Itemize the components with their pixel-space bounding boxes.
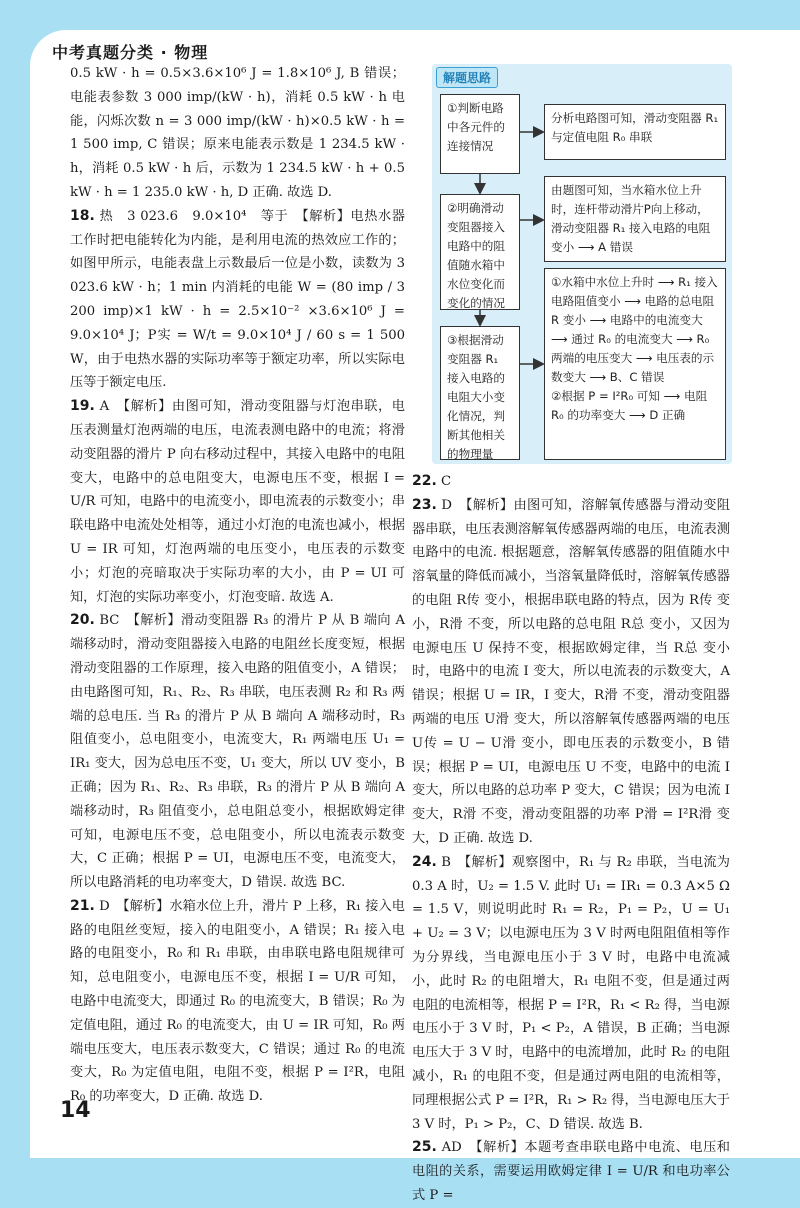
- answer-number: 19.: [70, 398, 95, 415]
- step-3-result-a: ①水箱中水位上升时 ⟶ R₁ 接入电路阻值变小 ⟶ 电路的总电阻 R 变小 ⟶ 电路中的电流变大 ⟶ 通过 R₀ 的电流变大 ⟶ R₀ 两端的电压变大 ⟶ 电压表的示数变大 ⟶ B、C 错误: [551, 275, 718, 384]
- answer-25: [412, 1136, 730, 1207]
- answer-23: [412, 494, 730, 851]
- answer-19: [70, 395, 405, 609]
- answer-number: 23.: [412, 496, 437, 513]
- answer-text: AD 【解析】本题考查串联电路中电流、电压和电阻的关系，需要运用欧姆定律 I = U/R 和电功率公式 P =: [412, 1140, 730, 1203]
- step-3-text: ③根据滑动变阻器 R₁ 接入电路的电阻大小变化情况，判断其他相关的物理量: [447, 333, 505, 461]
- answer-number: 22.: [412, 473, 437, 489]
- answer-18: [70, 205, 405, 395]
- answer-number: 21.: [70, 897, 95, 914]
- answer-22: [412, 470, 730, 494]
- answer-text: B 【解析】观察图中，R₁ 与 R₂ 串联，当电流为 0.3 A 时，U₂ = 1.5 V. 此时 U₁ = IR₁ = 0.3 A×5 Ω = 1.5 V，则说明此时 R₁ = R₂，P₁ = P₂，U = U₁ + U₂ = 3 V；以电源电压为 3 V 时两电阻阻值相等作为分界线，当电源电压小于 3 V 时，电路中电流减小，此时 R₂ 的电阻增大，R₁ 电阻不变，但是通过两电阻的电流相等，根据 P = I²R，R₁ < R₂ 得，当电源电压小于 3 V 时，P₁ < P₂，A 错误，B 正确；当电源电压大于 3 V 时，电路中的电流增加，此时 R₂ 的电阻减小，R₁ 的电阻不变，但是通过两电阻的电流相等，同理根据公式 P = I²R，R₁ > R₂ 得，当电源电压大于 3 V 时，P₁ > P₂，C、D 错误. 故选 B.: [412, 854, 730, 1132]
- left-column: [70, 62, 405, 1109]
- answer-number: 24.: [412, 853, 437, 870]
- right-column: [412, 470, 730, 1208]
- answer-text: A 【解析】由图可知，滑动变阻器与灯泡串联，电压表测量灯泡两端的电压，电流表测电路中的电流；将滑动变阻器的滑片 P 向右移动过程中，其接入电路中的电阻变大，电路中的总电阻变大，电源电压不变，根据 I = U/R 可知，电路中的电流变小，即电流表的示数变小；串联电路中电流处处相等，通过小灯泡的电流也减小，根据 U = IR 可知，灯泡两端的电压变小，电压表的示数变小；灯泡的亮暗取决于实际功率的大小，由 P = UI 可知，灯泡的实际功率变小，灯泡变暗. 故选 A.: [70, 399, 405, 605]
- answer-text: 热 3 023.6 9.0×10⁴ 等于 【解析】电热水器工作时把电能转化为内能，是利用电流的热效应工作的；如图甲所示，电能表盘上示数最后一位是小数，读数为 3 023.6 kW · h；1 min 内消耗的电能 W = (80 imp / 3 200 imp)×1 kW · h = 2.5×10⁻² ×3.6×10⁶ J = 9.0×10⁴ J；P实 = W/t = 9.0×10⁴ J / 60 s = 1 500 W，由于电热水器的实际功率等于额定功率，所以实际电压等于额定电压.: [70, 208, 405, 391]
- page-header: 中考真题分类 · 物理: [52, 43, 209, 62]
- answer-text: 0.5 kW · h = 0.5×3.6×10⁶ J = 1.8×10⁶ J, B 错误；电能表参数 3 000 imp/(kW · h)，消耗 0.5 kW · h 电能，闪烁次数 n = 3 000 imp/(kW · h)×0.5 kW · h = 1 500 imp, C 错误；原来电能表示数是 1 234.5 kW · h，消耗 0.5 kW · h 后，示数为 1 234.5 kW · h + 0.5 kW · h = 1 235.0 kW · h, D 正确. 故选 D.: [70, 66, 405, 200]
- solution-thinking-panel: [432, 64, 732, 464]
- answer-text: BC 【解析】滑动变阻器 R₃ 的滑片 P 从 B 端向 A 端移动时，滑动变阻器接入电路的电阻丝长度变短，根据滑动变阻器的工作原理，接入电路的阻值变小，A 错误；由电路图可知，R₁、R₂、R₃ 串联，电压表测 R₂ 和 R₃ 两端的总电压. 当 R₃ 的滑片 P 从 B 端向 A 端移动时，R₃ 阻值变小，总电阻变小，电流变大，R₁ 两端电压 U₁ = IR₁ 变大，因为总电压不变，U₁ 变大，所以 UV 变小，B 正确；因为 R₁、R₂、R₃ 串联，R₃ 的滑片 P 从 B 端向 A 端移动时，R₃ 阻值变小，总电阻总变小，根据欧姆定律可知，电源电压不变，总电阻变小，所以电流表示数变大，C 正确；根据 P = UI，电源电压不变，电流变大，所以电路消耗的电功率变大，D 错误. 故选 BC.: [70, 613, 405, 891]
- step-2-text: ②明确滑动变阻器接入电路中的阻值随水箱中水位变化而变化的情况: [447, 201, 505, 310]
- step-3-result-b: ②根据 P = I²R₀ 可知 ⟶ 电阻 R₀ 的功率变大 ⟶ D 正确: [551, 389, 708, 422]
- answer-17-continued: [70, 62, 405, 205]
- step-1-result-text: 分析电路图可知，滑动变阻器 R₁ 与定值电阻 R₀ 串联: [551, 111, 719, 144]
- answer-number: 20.: [70, 612, 95, 629]
- answer-21: [70, 895, 405, 1109]
- answer-20: [70, 609, 405, 895]
- step-1-text: ①判断电路中各元件的连接情况: [447, 101, 505, 153]
- answer-number: 18.: [70, 207, 95, 224]
- answer-number: 25.: [412, 1139, 437, 1156]
- answer-text: D 【解析】由图可知，溶解氧传感器与滑动变阻器串联，电压表测溶解氧传感器两端的电压，电流表测电路中的电流. 根据题意，溶解氧传感器的阻值随水中溶氧量的降低而减小，当溶氧量降低时，溶解氧传感器的电阻 R传 变小，根据串联电路的特点，因为 R传 变小，R滑 不变，所以电路的总电阻 R总 变小，又因为电源电压 U 保持不变，根据欧姆定律，当 R总 变小时，电路中的电流 I 变大，所以电流表的示数变大，A 错误；根据 U = IR，I 变大，R滑 不变，滑动变阻器两端的电压 U滑 变大，所以溶解氧传感器两端的电压 U传 = U − U滑 变小，即电压表的示数变小，B 错误；根据 P = UI，电源电压 U 不变，电路中的电流 I 变大，所以电路的总功率 P 变大，C 错误；因为电流 I 变大，R滑 不变，滑动变阻器的功率 P滑 = I²R滑 变大，D 正确. 故选 D.: [412, 497, 730, 846]
- step-2-result-text: 由题图可知，当水箱水位上升时，连杆带动滑片P向上移动，滑动变阻器 R₁ 接入电路的电阻变小 ⟶ A 错误: [551, 183, 711, 254]
- page-number: 14: [60, 1098, 91, 1123]
- thinking-tag: 解题思路: [436, 67, 498, 88]
- answer-text: C: [441, 474, 452, 489]
- answer-24: [412, 851, 730, 1137]
- answer-text: D 【解析】水箱水位上升，滑片 P 上移，R₁ 接入电路的电阻丝变短，接入的电阻变小，A 错误；R₁ 接入电路的电阻变小，R₀ 和 R₁ 串联，由串联电路电阻规律可知，总电阻变小，电源电压不变，根据 I = U/R 可知，电路中电流变大，即通过 R₀ 的电流变大，B 错误；R₀ 为定值电阻，通过 R₀ 的电流变大，由 U = IR 可知，R₀ 两端电压变大，电压表示数变大，C 错误；通过 R₀ 的电流变大，R₀ 为定值电阻，电阻不变，根据 P = I²R，电阻 R₀ 的功率变大，D 正确. 故选 D.: [70, 898, 405, 1105]
- flow-arrows: [432, 64, 732, 464]
